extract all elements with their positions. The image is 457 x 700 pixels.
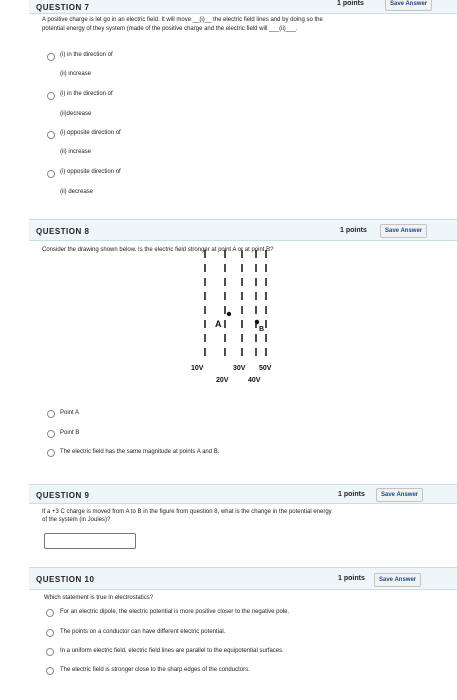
voltage-label-20v: 20V [216, 377, 229, 384]
option-label: The points on a conductor can have different electric potential. [60, 629, 226, 635]
radio-option[interactable] [47, 449, 55, 457]
option-label: (ii) decrease [60, 189, 94, 195]
question-text: Which statement is true in electrostatics? [44, 595, 154, 601]
option-label: (ii) increase [60, 71, 92, 77]
save-answer-button[interactable]: Save Answer [374, 573, 421, 587]
voltage-label-50v: 50V [259, 365, 272, 372]
answer-input[interactable] [44, 533, 136, 549]
option-label: Point B [60, 430, 80, 436]
question-9-header [29, 484, 457, 504]
radio-option[interactable] [46, 648, 54, 656]
point-b-label: B [259, 326, 265, 333]
save-answer-button[interactable]: Save Answer [385, 0, 432, 11]
question-points: 1 points [340, 227, 367, 234]
option-label: (i) in the direction of [60, 91, 113, 97]
question-points: 1 points [338, 491, 365, 498]
radio-option[interactable] [47, 410, 55, 418]
question-text-line: potential energy of they system (made of the positive charge and the electric field will ___(ii)___. [42, 26, 298, 32]
question-text-line: A positive charge is let go in an electric field. It will move __(i)__ the electric field lines and by doing so the [42, 17, 323, 23]
option-label: (i) opposite direction of [60, 130, 121, 136]
option-label: (i) in the direction of [60, 52, 113, 58]
save-answer-button[interactable]: Save Answer [380, 224, 427, 238]
question-10-header [29, 567, 457, 590]
question-text-line: If a +3 C charge is moved from A to B in the figure from question 8, what is the change in the potential energy [42, 509, 332, 515]
option-label: The electric field has the same magnitude at points A and B. [60, 449, 220, 455]
save-answer-button[interactable]: Save Answer [376, 488, 423, 502]
question-8-header [29, 219, 457, 241]
radio-option[interactable] [46, 609, 54, 617]
radio-option[interactable] [47, 170, 55, 178]
equipotential-figure [185, 246, 295, 386]
question-text: Consider the drawing shown below. Is the electric field stronger at point A or at point B? [42, 247, 274, 253]
question-text-line: of the system (in Joules)? [42, 517, 111, 523]
option-label: For an electric dipole, the electric potential is more positive closer to the negative pole. [60, 609, 290, 615]
point-a-marker [227, 312, 231, 316]
option-label: (ii)decrease [60, 111, 92, 117]
voltage-label-10v: 10V [191, 365, 204, 372]
radio-option[interactable] [47, 53, 55, 61]
voltage-label-40v: 40V [248, 377, 261, 384]
option-label: (i) opposite direction of [60, 169, 121, 175]
question-points: 1 points [338, 575, 365, 582]
radio-option[interactable] [46, 629, 54, 637]
question-title: QUESTION 9 [36, 491, 90, 500]
question-points: 1 points [337, 0, 364, 7]
point-b-marker [255, 320, 259, 324]
point-a-label: A [215, 319, 222, 329]
radio-option[interactable] [47, 430, 55, 438]
question-title: QUESTION 8 [36, 227, 90, 236]
radio-option[interactable] [46, 667, 54, 675]
question-title: QUESTION 10 [36, 575, 95, 584]
option-label: In a uniform electric field, electric field lines are parallel to the equipotential surfaces. [60, 648, 284, 654]
option-label: The electric field is stronger close to the sharp edges of the conductors. [60, 667, 250, 673]
question-title: QUESTION 7 [36, 3, 90, 12]
voltage-label-30v: 30V [233, 365, 246, 372]
option-label: Point A [60, 410, 80, 416]
question-7-header [29, 0, 457, 14]
radio-option[interactable] [47, 92, 55, 100]
radio-option[interactable] [47, 131, 55, 139]
option-label: (ii) increase [60, 149, 92, 155]
